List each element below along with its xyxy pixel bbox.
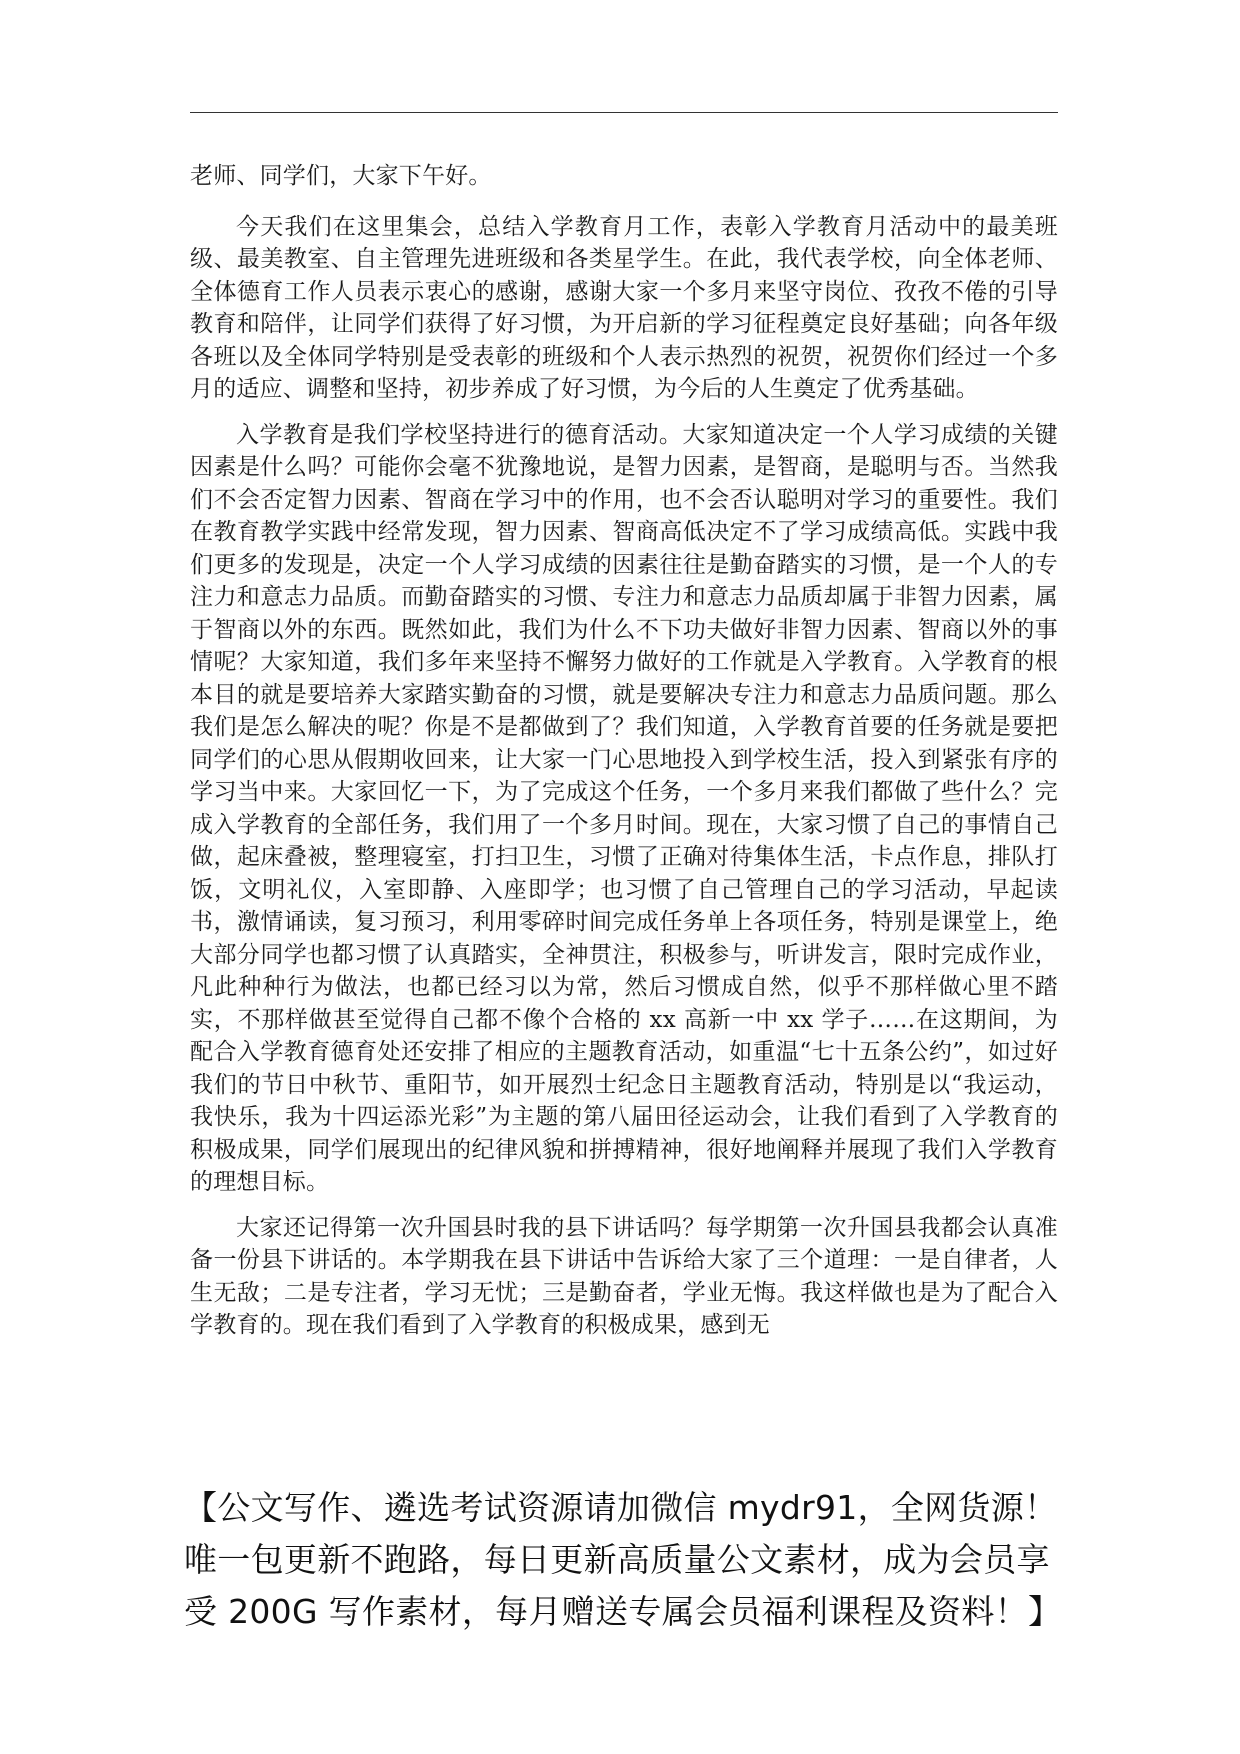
paragraph-1: 今天我们在这里集会，总结入学教育月工作，表彰入学教育月活动中的最美班级、最美教室、自主管理先进班级和各类星学生。在此，我代表学校，向全体老师、全体德育工作人员表示衷心的感谢，感谢大家一个多月来坚守岗位、孜孜不倦的引导教育和陪伴，让同学们获得了好习惯，为开启新的学习征程奠定良好基础；向各年级各班以及全体同学特别是受表彰的班级和个人表示热烈的祝贺，祝贺你们经过一个多月的适应、调整和坚持，初步养成了好习惯，为今后的人生奠定了优秀基础。	[190, 213, 1058, 402]
paragraph-3: 大家还记得第一次升国县时我的县下讲话吗？每学期第一次升国县我都会认真准备一份县下讲话的。本学期我在县下讲话中告诉给大家了三个道理：一是自律者，人生无敌；二是专注者，学习无忧；三是勤奋者，学业无悔。我这样做也是为了配合入学教育的。现在我们看到了入学教育的积极成果，感到无	[190, 1214, 1058, 1338]
promo-banner: 【公文写作、遴选考试资源请加微信 mydr91，全网货源！唯一包更新不跑路，每日更新高质量公文素材，成为会员享受 200G 写作素材，每月赠送专属会员福利课程及资料！】	[184, 1488, 1062, 1631]
salutation: 老师、同学们，大家下午好。	[190, 163, 492, 189]
header-rule	[190, 112, 1058, 113]
document-body	[190, 160, 1058, 1355]
paragraph-2: 入学教育是我们学校坚持进行的德育活动。大家知道决定一个人学习成绩的关键因素是什么吗？可能你会毫不犹豫地说，是智力因素，是智商，是聪明与否。当然我们不会否定智力因素、智商在学习中的作用，也不会否认聪明对学习的重要性。我们在教育教学实践中经常发现，智力因素、智商高低决定不了学习成绩高低。实践中我们更多的发现是，决定一个人学习成绩的因素往往是勤奋踏实的习惯，是一个人的专注力和意志力品质。而勤奋踏实的习惯、专注力和意志力品质却属于非智力因素，属于智商以外的东西。既然如此，我们为什么不下功夫做好非智力因素、智商以外的事情呢？大家知道，我们多年来坚持不懈努力做好的工作就是入学教育。入学教育的根本目的就是要培养大家踏实勤奋的习惯，就是要解决专注力和意志力品质问题。那么我们是怎么解决的呢？你是不是都做到了？我们知道，入学教育首要的任务就是要把同学们的心思从假期收回来，让大家一门心思地投入到学校生活，投入到紧张有序的学习当中来。大家回忆一下，为了完成这个任务，一个多月来我们都做了些什么？完成入学教育的全部任务，我们用了一个多月时间。现在，大家习惯了自己的事情自己做，起床叠被，整理寝室，打扫卫生，习惯了正确对待集体生活，卡点作息，排队打饭，文明礼仪，入室即静、入座即学；也习惯了自己管理自己的学习活动，早起读书，激情诵读，复习预习，利用零碎时间完成任务单上各项任务，特别是课堂上，绝大部分同学也都习惯了认真踏实，全神贯注，积极参与，听讲发言，限时完成作业，凡此种种行为做法，也都已经习以为常，然后习惯成自然，似乎不那样做心里不踏实，不那样做甚至觉得自己都不像个合格的 xx 高新一中 xx 学子……在这期间，为配合入学教育德育处还安排了相应的主题教育活动，如重温“七十五条公约”，如过好我们的节日中秋节、重阳节，如开展烈士纪念日主题教育活动，特别是以“我运动，我快乐，我为十四运添光彩”为主题的第八届田径运动会，让我们看到了入学教育的积极成果，同学们展现出的纪律风貌和拼搏精神，很好地阐释并展现了我们入学教育的理想目标。	[190, 421, 1058, 1195]
